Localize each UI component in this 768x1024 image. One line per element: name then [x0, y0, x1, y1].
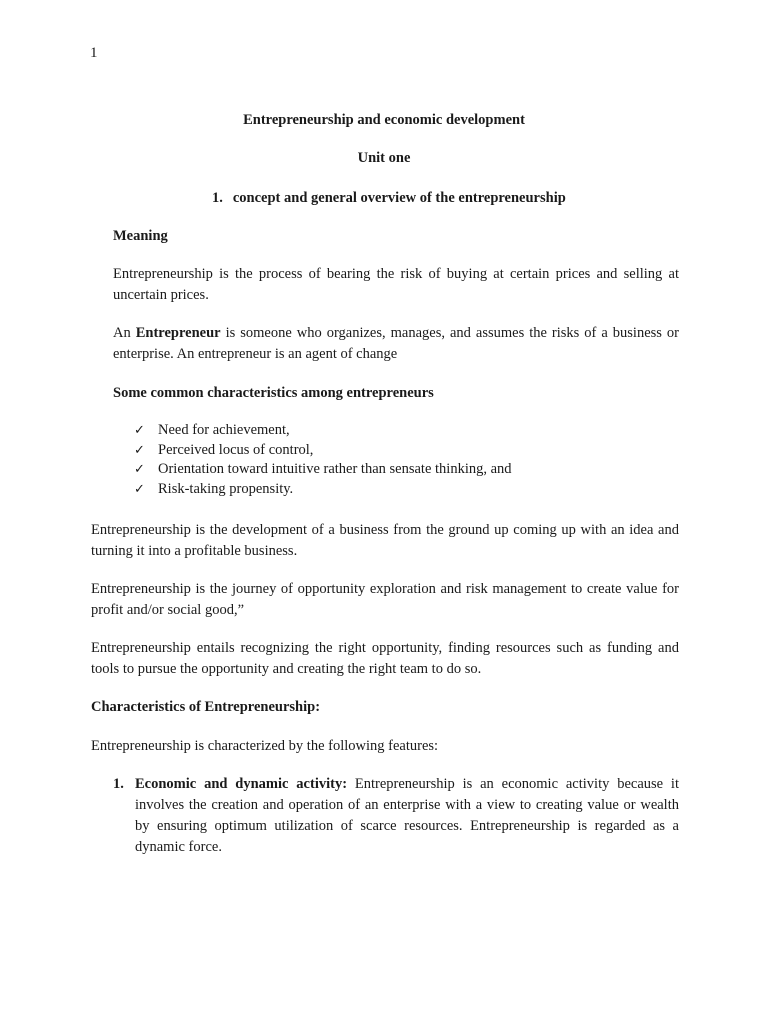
entails-paragraph: Entrepreneurship entails recognizing the right opportunity, finding resources such as funding and tools to pursue the opportunity and creating the right team to do so.	[91, 640, 679, 677]
list-item-text: Risk-taking propensity.	[158, 480, 294, 497]
numbered-list-item	[113, 774, 679, 858]
page-number: 1	[90, 45, 98, 61]
item-text: Entrepreneurship is an economic activity because it involves the creation and operation of an enterprise with a view to creating value or wealth by ensuring optimum utilization of scarce resources. Entrepreneurship is regarded as a dynamic force.	[135, 776, 679, 855]
section-heading	[212, 188, 566, 209]
entrepreneur-paragraph	[113, 323, 679, 365]
development-paragraph: Entrepreneurship is the development of a business from the ground up coming up with an idea and turning it into a profitable business.	[91, 522, 679, 559]
characteristics-list	[134, 421, 512, 499]
entrepreneur-prefix: An	[113, 325, 136, 341]
characteristics-heading: Some common characteristics among entrepreneurs	[113, 385, 434, 401]
list-item-text: Orientation toward intuitive rather than sensate thinking, and	[158, 461, 512, 477]
list-item	[134, 421, 512, 441]
item-number: 1.	[113, 776, 124, 792]
entrepreneur-definition: is someone who organizes, manages, and assumes the risks of a business or enterprise. An entrepreneur is an agent of change	[113, 325, 679, 362]
list-item	[134, 441, 512, 461]
list-item	[134, 480, 512, 500]
features-intro: Entrepreneurship is characterized by the following features:	[91, 738, 439, 754]
section-number: 1.	[212, 190, 223, 206]
meaning-heading: Meaning	[113, 228, 168, 244]
characteristics-of-heading: Characteristics of Entrepreneurship:	[91, 699, 321, 715]
checkmark-icon: ✓	[134, 442, 145, 458]
section-heading-text: concept and general overview of the entrepreneurship	[232, 190, 566, 206]
entrepreneur-term: Entrepreneur	[135, 325, 221, 341]
list-item-text: Need for achievement,	[158, 422, 290, 438]
meaning-paragraph: Entrepreneurship is the process of bearing the risk of buying at certain prices and selling at uncertain prices.	[113, 266, 679, 303]
checkmark-icon: ✓	[134, 462, 145, 477]
checkmark-icon: ✓	[134, 423, 145, 438]
list-item-text: Perceived locus of control,	[158, 441, 314, 458]
document-title: Entrepreneurship and economic development	[243, 112, 525, 128]
item-body	[135, 774, 679, 858]
list-item	[134, 460, 512, 480]
item-lead: Economic and dynamic activity:	[135, 776, 348, 792]
journey-paragraph: Entrepreneurship is the journey of opportunity exploration and risk management to create value for profit and/or social good,”	[91, 581, 679, 618]
checkmark-icon: ✓	[134, 481, 145, 497]
unit-heading: Unit one	[357, 150, 411, 166]
